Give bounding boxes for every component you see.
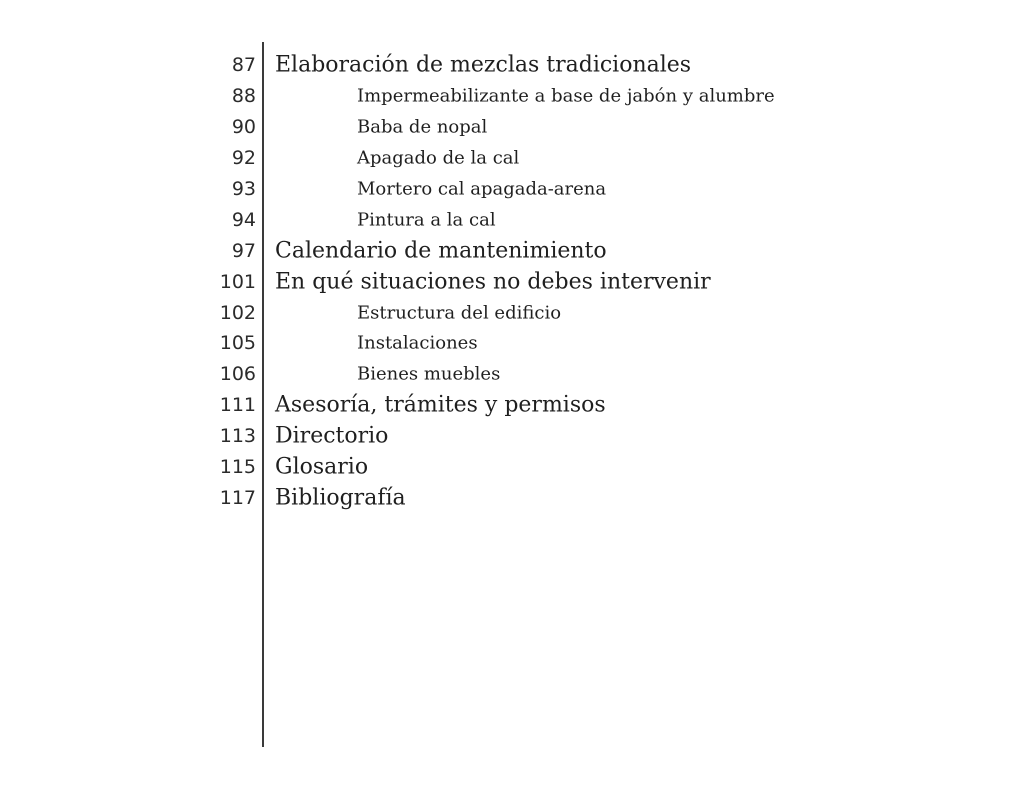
- page-number: 90: [231, 116, 256, 139]
- page-number: 88: [231, 85, 256, 108]
- section-title: Directorio: [275, 423, 389, 449]
- toc-row: [0, 482, 1024, 513]
- toc-row: [0, 297, 1024, 328]
- page-number: 105: [219, 332, 256, 355]
- toc-row: [0, 452, 1024, 483]
- toc-row: [0, 81, 1024, 112]
- toc-row: [0, 390, 1024, 421]
- section-title: En qué situaciones no debes intervenir: [275, 269, 711, 295]
- toc-row: [0, 174, 1024, 205]
- page-number: 87: [231, 54, 256, 77]
- subsection-title: Instalaciones: [357, 332, 478, 354]
- toc-row: [0, 235, 1024, 266]
- page-number: 97: [231, 239, 256, 262]
- page-number: 92: [231, 147, 256, 170]
- subsection-title: Estructura del edificio: [357, 302, 562, 324]
- toc-row: [0, 359, 1024, 390]
- page-number: 106: [219, 363, 256, 386]
- toc-row: [0, 112, 1024, 143]
- subsection-title: Impermeabilizante a base de jabón y alumbre: [357, 85, 775, 107]
- section-title: Glosario: [275, 454, 369, 480]
- toc-row: [0, 50, 1024, 81]
- page-number: 101: [219, 270, 256, 293]
- section-title: Elaboración de mezclas tradicionales: [275, 52, 692, 78]
- page-number: 111: [219, 394, 256, 417]
- subsection-title: Pintura a la cal: [357, 209, 496, 231]
- subsection-title: Bienes muebles: [357, 363, 501, 385]
- subsection-title: Apagado de la cal: [357, 147, 520, 169]
- toc-row: [0, 204, 1024, 235]
- page-number: 102: [219, 301, 256, 324]
- section-title: Bibliografía: [275, 485, 406, 511]
- toc-row: [0, 421, 1024, 452]
- section-title: Calendario de mantenimiento: [275, 238, 607, 264]
- toc-row: [0, 328, 1024, 359]
- toc-row: [0, 143, 1024, 174]
- subsection-title: Baba de nopal: [357, 116, 488, 138]
- toc-list: [0, 50, 1024, 513]
- page-number: 93: [231, 178, 256, 200]
- page-number: 113: [219, 425, 256, 448]
- page-number: 117: [219, 486, 256, 509]
- page-number: 94: [231, 208, 256, 231]
- subsection-title: Mortero cal apagada-arena: [357, 178, 607, 200]
- toc-row: [0, 266, 1024, 297]
- section-title: Asesoría, trámites y permisos: [275, 392, 606, 418]
- page-number: 115: [219, 456, 256, 479]
